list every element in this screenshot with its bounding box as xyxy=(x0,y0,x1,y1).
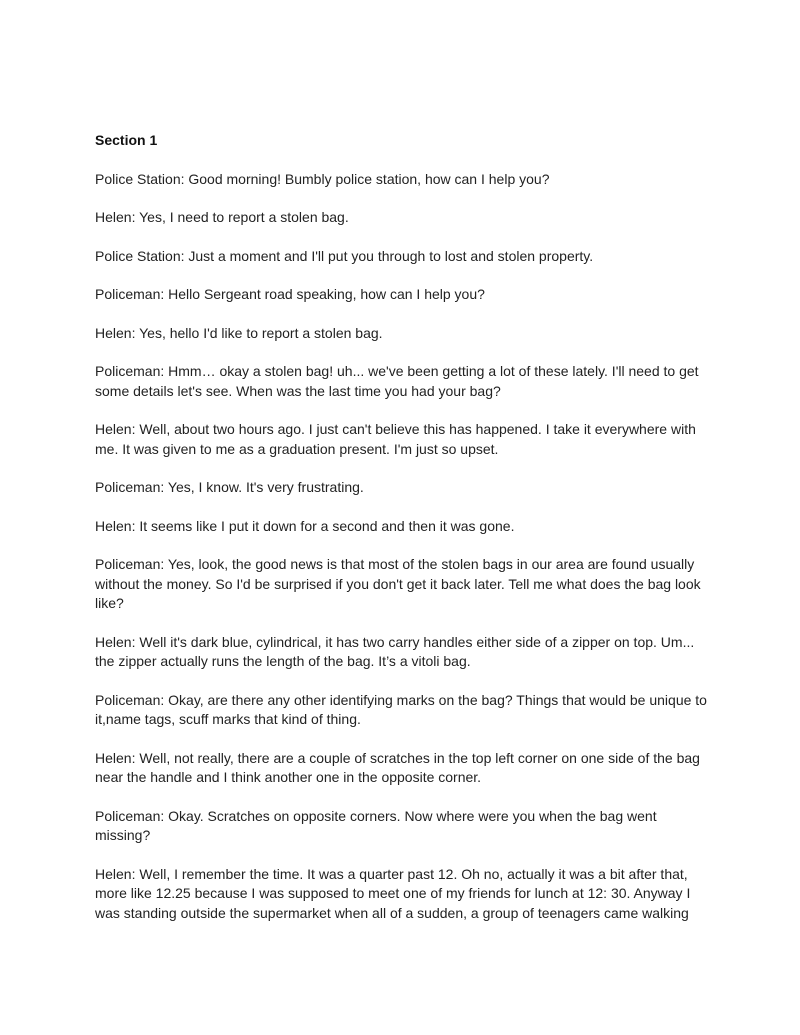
dialogue-line: Helen: Well, about two hours ago. I just can't believe this has happened. I take it everywhere with me. It was given to me as a graduation present. I'm just so upset. xyxy=(95,421,696,457)
dialogue-line: Policeman: Okay, are there any other identifying marks on the bag? Things that would be unique to it,name tags, scuff marks that kind of thing. xyxy=(95,691,707,727)
dialogue-line: Helen: Yes, I need to report a stolen bag. xyxy=(95,209,349,225)
dialogue-line: Policeman: Okay. Scratches on opposite corners. Now where were you when the bag went missing? xyxy=(95,807,657,843)
dialogue-line: Policeman: Yes, I know. It's very frustrating. xyxy=(95,479,364,495)
dialogue-line: Helen: Well, not really, there are a couple of scratches in the top left corner on one side of the bag near the handle and I think another one in the opposite corner. xyxy=(95,749,700,785)
dialogue-line: Helen: Well, I remember the time. It was a quarter past 12. Oh no, actually it was a bit after that, more like 12.25 because I was supposed to meet one of my friends for lunch at 12: 30. Anyway I was standing outside the supermarket when all of a sudden, a group of teenagers came walking xyxy=(95,865,691,921)
dialogue-line: Helen: Yes, hello I'd like to report a stolen bag. xyxy=(95,324,383,341)
dialogue-line: Policeman: Yes, look, the good news is that most of the stolen bags in our area are found usually without the money. So I'd be surprised if you don't get it back later. Tell me what does the bag look like? xyxy=(95,556,701,611)
dialogue-line: Police Station: Good morning! Bumbly police station, how can I help you? xyxy=(95,170,550,187)
dialogue-line: Police Station: Just a moment and I'll put you through to lost and stolen property. xyxy=(95,247,594,264)
dialogue-line: Helen: Well it's dark blue, cylindrical, it has two carry handles either side of a zipper on top. Um... the zipper actually runs the length of the bag. It’s a vitoli bag. xyxy=(95,633,695,669)
section-title: Section 1 xyxy=(95,132,158,148)
dialogue-line: Policeman: Hello Sergeant road speaking, how can I help you? xyxy=(95,286,485,302)
dialogue-line: Helen: It seems like I put it down for a second and then it was gone. xyxy=(95,517,515,534)
transcript-body xyxy=(95,131,710,942)
dialogue-line: Policeman: Hmm… okay a stolen bag! uh... we've been getting a lot of these lately. I'll need to get some details let's see. When was the last time you had your bag? xyxy=(95,363,699,399)
